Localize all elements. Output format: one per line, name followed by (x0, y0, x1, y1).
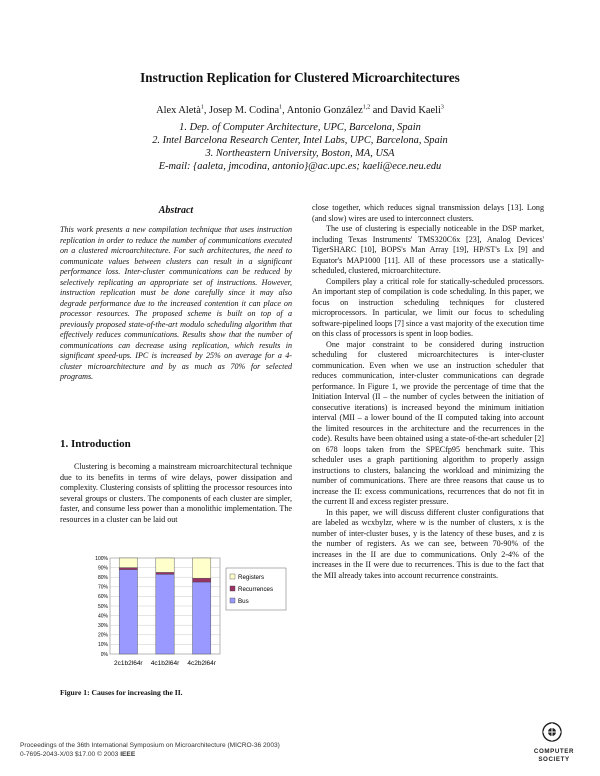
legend-swatch (230, 574, 235, 579)
y-tick-label: 60% (97, 594, 108, 601)
paper-title: Instruction Replication for Clustered Microarchitectures (140, 70, 460, 85)
affiliation-3: 3. Northeastern University, Boston, MA, USA (205, 148, 395, 159)
y-tick-label: 90% (97, 565, 108, 572)
author-line: Alex Aletà$^1$, Josep M. Codina$^1$, Antonio González$^{1,2}$ and David Kaeli$^3$ (156, 104, 444, 116)
x-tick-label: 2c1b2l64r (114, 660, 143, 667)
figure-1-chart (86, 554, 316, 670)
paragraph: Compilers play a critical role for statically-scheduled processors. An important step of compilation is code scheduling. In this paper, we focus on instruction scheduling techniques for clustered microprocessors. In particular, we limit our focus to scheduling software-pipelined loops [7] since a vast majority of the execution time on this class of processors is spent in loop bodies. (312, 276, 544, 338)
bar-segment-registers (193, 558, 211, 578)
author-name: David Kaeli (390, 105, 441, 116)
author-name: Antonio González (286, 105, 363, 116)
author-affiliation-mark: 3 (440, 104, 444, 111)
y-tick-label: 40% (97, 613, 108, 620)
y-tick-label: 20% (97, 632, 108, 639)
affiliation-1: 1. Dep. of Computer Architecture, UPC, Barcelona, Spain (179, 122, 421, 133)
legend-label: Recurrences (238, 585, 274, 593)
y-tick-label: 50% (97, 603, 108, 610)
computer-society-wordmark (522, 748, 586, 764)
logo-line: COMPUTER (533, 748, 575, 755)
author-name: Josep M. Codina (209, 105, 280, 116)
bar-segment-bus (193, 582, 211, 654)
y-tick-label: 30% (97, 623, 108, 629)
x-tick-label: 4c2b2l64r (187, 660, 216, 667)
bar-segment-registers (119, 558, 137, 568)
y-tick-label: 80% (97, 575, 108, 581)
paragraph: In this paper, we will discuss different cluster configurations that are labeled as wcxbylzr, where w is the number of clusters, x is the number of inter-cluster buses, y is the latency of these buses, and z is the number of registers. As we can see, between 70-90% of the increases in the II are due to communications. Only 2-4% of the increases in the II were due to recurrences. This is due to the fact that the MII already takes into account recurrence constraints. (312, 507, 544, 580)
y-tick-label: 100% (95, 555, 108, 562)
abstract-text (60, 225, 292, 383)
author-emails: E-mail: {aaleta, jmcodina, antonio}@ac.upc.es; kaeli@ece.neu.edu (158, 161, 442, 172)
author-affiliation-mark: 1 (200, 104, 204, 111)
proceedings-line: Proceedings of the 36th International Symposium on Microarchitecture (MICRO-36 2003) (20, 742, 280, 749)
abstract-heading: Abstract (158, 205, 194, 216)
bar-segment-bus (119, 570, 137, 654)
section-heading-introduction: 1. Introduction (60, 438, 131, 450)
y-tick-label: 0% (100, 651, 108, 658)
legend-swatch (230, 586, 235, 591)
x-tick-label: 4c1b2l64r (150, 660, 180, 667)
chart-x-ticks (114, 660, 217, 667)
ieee-label: IEEE (120, 751, 136, 758)
chart-y-ticks (95, 556, 108, 658)
chart-legend (226, 568, 286, 610)
figure-caption: Figure 1: Causes for increasing the II. (60, 688, 183, 697)
introduction-text (60, 462, 292, 525)
logo-line: SOCIETY (538, 756, 570, 763)
bar-segment-registers (156, 558, 174, 572)
isbn-copyright: 0-7695-2043-X/03 $17.00 © 2003 (20, 751, 119, 758)
paragraph: close together, which reduces signal transmission delays [13]. Long (and slow) wires are used to interconnect clusters. (312, 203, 544, 223)
author-affiliation-mark: 1,2 (362, 104, 371, 111)
bar-segment-recurrences (193, 578, 211, 582)
affiliation-2: 2. Intel Barcelona Research Center, Intel Labs, UPC, Barcelona, Spain (152, 135, 448, 146)
author-name: Alex Aletà (156, 105, 201, 116)
abstract-paragraph: This work presents a new compilation technique that uses instruction replication in order to reduce the number of communications executed on a clustered microarchitecture. For such architectures, the need to communicate values between clusters can result in a significant performance loss. Inter-cluster communications can be reduced by selectively replicating an appropriate set of instructions. However, instruction replication must be done carefully since it may also degrade performance due to the increased contention it can place on processor resources. The proposed scheme is built on top of a previously proposed state-of-the-art modulo scheduling algorithm that effectively reduces communications. Results show that the number of communications can decrease using replication, which results in significant speed-ups. IPC is increased by 25% on average for a 4-cluster microarchitecture and by as much as 70% for selected programs. (60, 225, 292, 381)
bar-segment-recurrences (119, 568, 137, 570)
author-affiliation-mark: 1 (279, 104, 283, 111)
y-tick-label: 70% (97, 584, 108, 591)
right-column-text (312, 203, 544, 581)
chart-bars (119, 558, 211, 654)
page-footer (20, 741, 280, 759)
legend-swatch (230, 598, 235, 603)
legend-label: Registers (238, 573, 265, 581)
computer-society-logo-icon (524, 720, 580, 772)
paragraph: Clustering is becoming a mainstream microarchitectural technique due to its benefits in terms of wire delays, power dissipation and complexity. Clustering consists of splitting the processor resources into several groups or clusters. The components of each cluster are simpler, faster, and consume less power than a monolithic implementation. The resources in a cluster can be laid out (60, 462, 292, 524)
legend-label: Bus (238, 597, 249, 605)
y-tick-label: 10% (97, 642, 108, 649)
copyright-line (20, 750, 280, 759)
bar-segment-recurrences (156, 572, 174, 574)
paragraph: One major constraint to be considered during instruction scheduling for clustered microarchitectures is inter-cluster communication. Even when we use an instruction scheduler that reduces communication, inter-cluster communications can degrade performance. In Figure 1, we provide the percentage of time that the Initiation Interval (II – the number of cycles between the initiation of consecutive iterations) is increased beyond the minimum initiation interval (MII – a lower bound of the II computed taking into account the limited resources in the architecture and the recurrences in the code). Results have been obtained using a state-of-the-art scheduler [2] on 678 loops taken from the SPECfp95 benchmark suite. This scheduler uses a graph partitioning algorithm to properly assign instructions to clusters, balancing the workload and minimizing the number of communications. There are three reasons that cause us to increase the II: excess communications, recurrences that do not fit in the current II and excess register pressure. (312, 339, 544, 506)
paragraph: The use of clustering is especially noticeable in the DSP market, including Texas Instruments' TMS320C6x [23], Analog Devices' TigerSHARC [10], BOPS's Man Array [19], HP/ST's Lx [9] and Equator's MAP1000 [11]. All of these processors use a statically-scheduled, clustered, microarchitecture. (312, 224, 544, 275)
bar-segment-bus (156, 574, 174, 654)
